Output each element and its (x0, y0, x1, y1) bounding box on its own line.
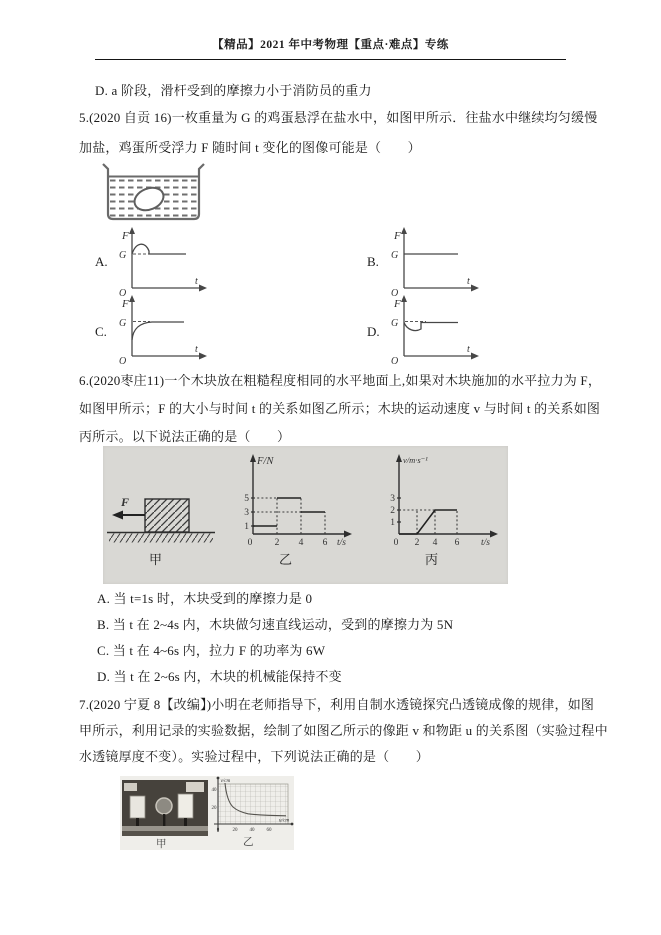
origin-label: O (391, 288, 399, 298)
option-d-graph (380, 294, 485, 366)
x-axis-label: t (467, 344, 470, 355)
q6-text-line-2: 如图甲所示；F 的大小与时间 t 的关系如图乙所示；木块的运动速度 v 与时间 t 的关系如图 (79, 401, 601, 416)
x-axis-label: t (195, 344, 198, 355)
q7-text-line-3: 水透镜厚度不变）。实验过程中，下列说法正确的是（ ） (79, 749, 429, 764)
q6-option-b: B. 当 t 在 2~4s 内，木块做匀速直线运动，受到的摩擦力为 5N (97, 617, 454, 632)
force-label: F (121, 495, 130, 509)
bing-caption: 丙 (425, 552, 439, 567)
x-axis-arrow-icon (344, 531, 352, 538)
q6-option-d: D. 当 t 在 2~6s 内，木块的机械能保持不变 (97, 669, 342, 684)
stand-post-left (136, 818, 139, 827)
y-axis-label: F (394, 298, 401, 310)
y-axis-arrow-icon (401, 295, 407, 302)
ground-hatching (109, 534, 213, 543)
x-axis-arrow-icon (471, 285, 479, 292)
grid-area (218, 784, 288, 824)
option-b-graph (380, 226, 485, 298)
curve-c (132, 322, 184, 340)
x-tick-6: 6 (454, 538, 460, 548)
q6-text-line-1: 6.(2020枣庄11)一个木块放在粗糙程度相同的水平地面上,如果对木块施加的水平拉力为 F， (79, 373, 602, 388)
x-tick-20: 20 (232, 828, 238, 833)
force-time-graph (239, 450, 361, 550)
image-distance-graph (210, 776, 294, 840)
q7-text-line-1: 7.(2020 宁夏 8【改编】)小明在老师指导下，利用自制水透镜探究凸透镜成像的规律，如图 (79, 697, 595, 712)
dashed-guides-vertical (417, 510, 457, 534)
x-axis-arrow-icon (199, 285, 207, 292)
q7-text-line-2: 甲所示，利用记录的实验数据，绘制了如图乙所示的像距 v 和物距 u 的关系图（实验过程中 (79, 723, 608, 738)
y-tick-20: 20 (211, 806, 217, 811)
origin-label: O (119, 288, 127, 298)
origin-label: O (119, 356, 127, 366)
q6-option-c: C. 当 t 在 4~6s 内，拉力 F 的功率为 6W (97, 643, 326, 658)
q5-text-line-1: 5.(2020 自贡 16)一枚重量为 G 的鸡蛋悬浮在盐水中，如图甲所示．往盐水中继续均匀缓慢 (79, 110, 598, 125)
y-tick-3: 3 (390, 494, 395, 504)
x-axis-label: t (195, 276, 198, 287)
y-tick-1: 1 (244, 522, 249, 532)
velocity-line (399, 510, 457, 534)
stand-post-right (184, 818, 187, 827)
g-ref-label: G (391, 318, 399, 329)
y-axis-label: F/N (257, 456, 274, 467)
header-divider (95, 59, 566, 60)
origin-label: O (391, 356, 399, 366)
x-axis-label: t (467, 276, 470, 287)
wall-sign-left (124, 783, 137, 791)
x-axis-arrow-icon (471, 353, 479, 360)
page-header-title: 【精品】2021 年中考物理【重点·难点】专练 (212, 39, 449, 51)
g-ref-label: G (391, 250, 399, 261)
curve-d (404, 323, 458, 331)
y-axis-arrow-icon (250, 454, 256, 462)
x-tick-2: 2 (414, 538, 420, 548)
x-tick-60: 60 (266, 828, 272, 833)
wall-sign-right (186, 782, 204, 792)
block-force-diagram (105, 484, 217, 546)
y-axis-arrow-icon (129, 295, 135, 302)
jia-caption: 甲 (156, 839, 167, 850)
x-tick-40: 40 (249, 828, 255, 833)
y-axis-arrow-icon (396, 454, 402, 462)
experiment-photo (122, 780, 208, 836)
yi-caption: 乙 (279, 552, 293, 567)
y-tick-40: 40 (211, 788, 217, 793)
stand-post-middle (163, 814, 165, 827)
x-tick-0: 0 (393, 538, 399, 548)
x-tick-0: 0 (247, 538, 253, 548)
optical-bench-rail (122, 826, 208, 831)
y-axis-label: v/m·s⁻¹ (403, 455, 428, 465)
screen-panel (178, 794, 193, 818)
force-arrowhead-icon (112, 511, 123, 520)
option-d-previous-question: D. a 阶段，滑杆受到的摩擦力小于消防员的重力 (95, 83, 372, 98)
g-ref-label: G (119, 250, 127, 261)
y-tick-5: 5 (244, 494, 249, 504)
g-ref-label: G (119, 318, 127, 329)
option-c-graph (108, 294, 213, 366)
y-axis-arrow-icon (401, 227, 407, 234)
curve-a (132, 244, 186, 254)
x-tick-2: 2 (274, 538, 280, 548)
x-axis-label: t/s (481, 538, 490, 548)
beaker-figure (100, 163, 207, 225)
x-axis-arrow-icon (490, 531, 498, 538)
light-source-panel (130, 796, 145, 818)
y-tick-3: 3 (244, 508, 249, 518)
y-tick-2: 2 (390, 506, 395, 516)
q5-text-line-2: 加盐，鸡蛋所受浮力 F 随时间 t 变化的图像可能是（ ） (79, 140, 421, 155)
option-b-label: B. (367, 254, 379, 269)
velocity-time-graph (383, 450, 507, 550)
q6-option-a: A. 当 t=1s 时，木块受到的摩擦力是 0 (97, 591, 313, 606)
y-axis-label: F (394, 230, 401, 242)
q6-text-line-3: 丙所示。以下说法正确的是（ ） (79, 429, 291, 444)
x-tick-4: 4 (298, 538, 304, 548)
wood-block (145, 499, 189, 532)
jia-caption: 甲 (149, 552, 163, 567)
option-a-label: A. (95, 254, 108, 269)
q7-figure (120, 776, 294, 850)
water-lens (156, 798, 172, 814)
x-axis-label: t/s (337, 538, 346, 548)
x-tick-6: 6 (322, 538, 328, 548)
x-axis-arrow-icon (199, 353, 207, 360)
x-tick-4: 4 (432, 538, 438, 548)
dashed-guides-vertical (277, 498, 325, 534)
y-tick-1: 1 (390, 518, 395, 528)
q6-figure (103, 446, 508, 584)
yi-caption: 乙 (243, 837, 254, 848)
option-d-label: D. (367, 324, 380, 339)
x-axis-label: u/cm (279, 817, 290, 824)
y-axis-arrow-icon (217, 777, 220, 780)
y-axis-arrow-icon (129, 227, 135, 234)
x-axis-arrow-icon (291, 823, 294, 826)
option-c-label: C. (95, 324, 107, 339)
y-axis-label: v/cm (220, 778, 231, 784)
y-axis-label: F (122, 230, 129, 242)
x-tick-0: 0 (216, 828, 220, 833)
force-step-line (253, 498, 325, 526)
option-a-graph (108, 226, 213, 298)
y-axis-label: F (122, 298, 129, 310)
